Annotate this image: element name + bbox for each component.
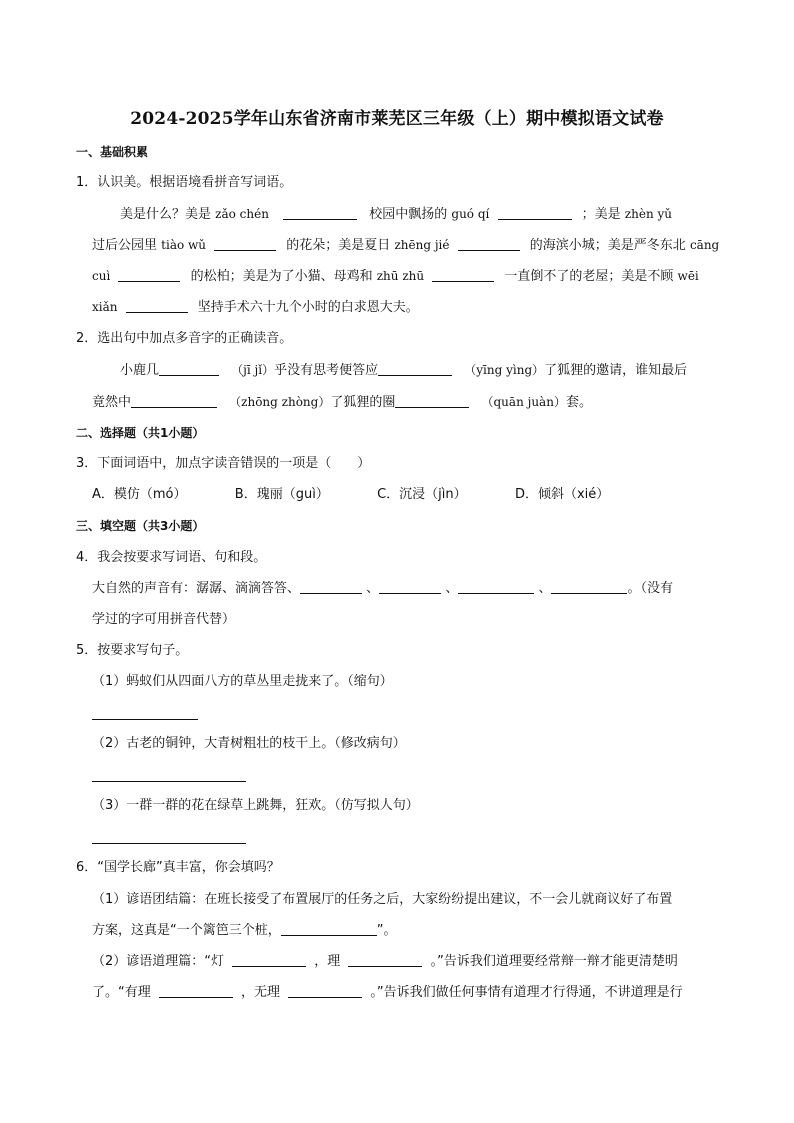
text: 坚持手术六十九个小时的白求恩大夫。 — [197, 300, 419, 315]
answer-blank[interactable] — [214, 236, 276, 251]
question-3-stem: 3．下面词语中，加点字读音错误的一项是（ ） — [76, 456, 371, 471]
separator: 、 — [366, 581, 380, 596]
answer-blank[interactable] — [131, 393, 217, 408]
pinyin-cang: cāng — [689, 238, 720, 252]
section-heading-fill: 三、填空题（共3小题） — [76, 519, 205, 533]
text: 。（没有 — [627, 581, 673, 596]
text: ，无理 — [241, 985, 281, 1000]
pinyin-ji: （jī jǐ） — [231, 363, 275, 377]
answer-line[interactable] — [92, 843, 246, 844]
answer-line[interactable] — [92, 781, 246, 782]
question-6-part-1-line-1: （1）谚语团结篇：在班长接受了布置展厅的任务之后，大家纷纷提出建议，不一会儿就商议好了布置 — [92, 892, 673, 907]
answer-blank[interactable] — [395, 393, 469, 408]
answer-blank[interactable] — [378, 361, 452, 376]
option-b[interactable]: B．瑰丽（guì） — [234, 487, 329, 502]
question-1-line-4 — [92, 297, 419, 318]
pinyin-zhuzhu: zhū zhū — [376, 269, 425, 283]
question-2-stem: 2．选出句中加点多音字的正确读音。 — [76, 331, 293, 346]
question-5-item-3: （3）一群一群的花在绿草上跳舞，狂欢。（仿写拟人句） — [92, 798, 419, 813]
text: 了狐狸的邀请，谁知最后 — [544, 363, 688, 378]
pinyin-ying: （yīng yìng） — [464, 363, 545, 377]
page-title: 2024-2025学年山东省济南市莱芜区三年级（上）期中模拟语文试卷 — [130, 109, 664, 129]
question-3-options — [92, 485, 609, 505]
text: 竟然中 — [92, 395, 132, 410]
answer-blank[interactable] — [432, 267, 494, 282]
text: 了狐狸的圈 — [330, 395, 396, 410]
question-6-part-2-line-1 — [92, 952, 678, 972]
pinyin-quan: （quān juàn） — [481, 395, 566, 409]
text: 了。“有理 — [92, 985, 151, 1000]
answer-line[interactable] — [92, 719, 198, 720]
text: ，理 — [314, 954, 341, 969]
pinyin-wei: wēi — [677, 269, 699, 283]
answer-blank[interactable] — [458, 236, 520, 251]
answer-blank[interactable] — [348, 952, 422, 967]
option-a[interactable]: A．模仿（mó） — [92, 487, 187, 502]
answer-blank[interactable] — [159, 983, 233, 998]
text: ；美是 — [581, 207, 621, 222]
option-d[interactable]: D．倾斜（xié） — [514, 487, 610, 502]
separator: 、 — [538, 581, 552, 596]
text: 过后公园里 — [92, 238, 158, 253]
question-6-part-1-line-2 — [92, 921, 397, 941]
answer-blank[interactable] — [300, 579, 362, 594]
text: （2）谚语道理篇：“灯 — [92, 954, 225, 969]
question-2-line-1 — [120, 360, 687, 381]
answer-blank[interactable] — [283, 205, 357, 220]
question-4-line-2: 学过的字可用拼音代替） — [92, 612, 236, 627]
pinyin-cui: cuì — [92, 269, 111, 283]
text: 校园中飘扬的 — [369, 207, 448, 222]
pinyin-zhengjie: zhēng jié — [394, 238, 450, 252]
pinyin-tiaowu: tiào wǔ — [161, 238, 207, 252]
question-6-stem: 6．“国学长廊”真丰富，你会填吗？ — [76, 860, 280, 875]
answer-blank[interactable] — [551, 579, 627, 594]
answer-blank[interactable] — [498, 205, 572, 220]
separator: 、 — [445, 581, 459, 596]
text: 大自然的声音有：潺潺、滴滴答答、 — [92, 581, 301, 596]
answer-blank[interactable] — [126, 298, 188, 313]
question-1-line-2 — [92, 235, 719, 256]
answer-blank[interactable] — [379, 579, 441, 594]
answer-blank[interactable] — [232, 952, 306, 967]
pinyin-zhenyu: zhèn yǔ — [624, 207, 672, 221]
question-6-part-2-line-2 — [92, 983, 683, 1003]
answer-blank[interactable] — [281, 921, 377, 936]
question-5-stem: 5．按要求写句子。 — [76, 643, 189, 658]
text: 。”告诉我们做任何事情有道理才行得通，不讲道理是行 — [370, 985, 683, 1000]
text: 乎没有思考便答应 — [274, 363, 379, 378]
section-heading-choice: 二、选择题（共1小题） — [76, 426, 205, 440]
text: 的花朵；美是夏日 — [286, 238, 391, 253]
answer-blank[interactable] — [288, 983, 362, 998]
question-5-item-2: （2）古老的铜钟，大青树粗壮的枝干上。（修改病句） — [92, 736, 406, 751]
option-c[interactable]: C．沉浸（jìn） — [377, 487, 467, 502]
question-2-line-2 — [92, 392, 592, 413]
question-5-item-1: （1）蚂蚁们从四面八方的草丛里走拢来了。（缩句） — [92, 674, 393, 689]
question-1-line-1 — [120, 204, 672, 225]
section-heading-basics: 一、基础积累 — [76, 145, 149, 159]
question-1-stem: 1．认识美。根据语境看拼音写词语。 — [76, 175, 293, 190]
text: 一直倒不了的老屋；美是不顾 — [504, 269, 674, 284]
text: ”。 — [376, 923, 397, 938]
answer-blank[interactable] — [118, 267, 180, 282]
answer-blank[interactable] — [159, 361, 219, 376]
text: 的海滨小城；美是严冬东北 — [529, 238, 686, 253]
question-4-stem: 4．我会按要求写词语、句和段。 — [76, 550, 267, 565]
answer-blank[interactable] — [458, 579, 534, 594]
text: 套。 — [565, 395, 592, 410]
pinyin-xian: xiǎn — [92, 300, 118, 314]
text: 小鹿几 — [120, 363, 160, 378]
text: 美是什么？美是 — [120, 207, 212, 222]
text: 的松柏；美是为了小猫、母鸡和 — [190, 269, 373, 284]
text: 方案，这真是“一个篱笆三个桩， — [92, 923, 281, 938]
pinyin-zhong: （zhōng zhòng） — [229, 395, 331, 409]
pinyin-guoqi: guó qí — [451, 207, 490, 221]
text: 。”告诉我们道理要经常辩一辩才能更清楚明 — [430, 954, 678, 969]
question-1-line-3 — [92, 266, 699, 287]
pinyin-zaochen: zǎo chén — [215, 207, 269, 221]
question-4-line-1 — [92, 579, 673, 599]
